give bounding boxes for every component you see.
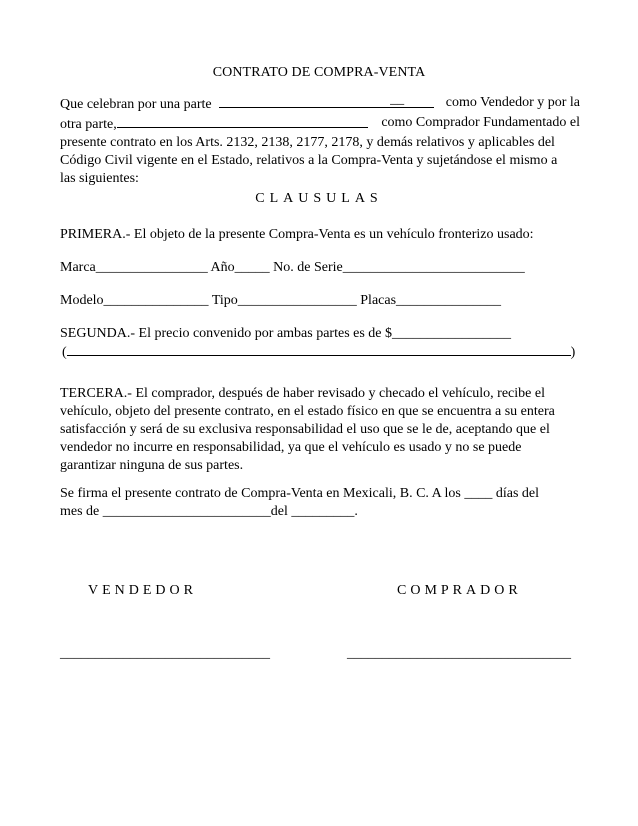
tercera-line-5: garantizar ninguna de sus partes. bbox=[60, 458, 244, 473]
tipo-field: Tipo_________________ bbox=[211, 293, 357, 308]
tercera-line-1: TERCERA.- El comprador, después de haber revisado y checado el vehículo, recibe el bbox=[60, 386, 545, 401]
signing-line-2: mes de ________________________del _________. bbox=[60, 504, 358, 519]
intro-line-3: presente contrato en los Arts. 2132, 2138, 2177, 2178, y demás relativos y aplicables del bbox=[60, 135, 555, 150]
intro-line-2-end: como Comprador Fundamentado el bbox=[381, 115, 580, 130]
clause-segunda: SEGUNDA.- El precio convenido por ambas partes es de $_________________ bbox=[60, 326, 512, 341]
price-paren-open: ( bbox=[62, 345, 67, 360]
clause-primera: PRIMERA.- El objeto de la presente Compra-Venta es un vehículo fronterizo usado: bbox=[60, 227, 534, 242]
anio-field: Año_____ bbox=[210, 260, 270, 275]
price-in-words-row bbox=[62, 342, 578, 362]
intro-line-1-start: Que celebran por una parte bbox=[60, 97, 212, 112]
vehicle-fields-row-2 bbox=[60, 292, 580, 310]
intro-line-4: Código Civil vigente en el Estado, relativos a la Compra-Venta y sujetándose el mismo a bbox=[60, 153, 558, 168]
intro-line-2-start: otra parte, bbox=[60, 117, 117, 132]
seller-name-blank bbox=[219, 94, 434, 108]
buyer-name-blank bbox=[117, 114, 368, 128]
intro-line-2 bbox=[60, 114, 580, 134]
signing-paragraph bbox=[60, 485, 580, 521]
price-in-words-blank bbox=[67, 342, 571, 356]
page-title: CONTRATO DE COMPRA-VENTA bbox=[212, 65, 426, 80]
tercera-line-2: vehículo, objeto del presente contrato, en el estado físico en que se encuentra a su entera bbox=[60, 404, 555, 419]
intro-line-1-end: como Vendedor y por la bbox=[445, 95, 580, 110]
placas-field: Placas_______________ bbox=[360, 293, 502, 308]
tercera-line-3: satisfacción y será de su exclusiva responsabilidad el uso que se le de, aceptando que el bbox=[60, 422, 550, 437]
vehicle-fields-row-1 bbox=[60, 259, 580, 277]
intro-paragraph bbox=[60, 94, 580, 188]
price-paren-close: ) bbox=[570, 345, 576, 360]
vendedor-signature-line: ______________________________ bbox=[60, 646, 270, 661]
tercera-line-4: vendedor no incurre en responsabilidad, ya que el vehículo es usado y no se puede bbox=[60, 440, 522, 455]
intro-line-1 bbox=[60, 94, 580, 114]
intro-line-5: las siguientes: bbox=[60, 171, 139, 186]
comprador-label: COMPRADOR bbox=[397, 583, 522, 598]
seller-blank-underscores: __ bbox=[390, 92, 405, 107]
signing-line-1: Se firma el presente contrato de Compra-Venta en Mexicali, B. C. A los ____ días del bbox=[60, 486, 539, 501]
modelo-field: Modelo_______________ bbox=[60, 293, 209, 308]
marca-field: Marca________________ bbox=[60, 260, 208, 275]
serie-field: No. de Serie__________________________ bbox=[273, 260, 525, 275]
vendedor-label: VENDEDOR bbox=[88, 583, 197, 598]
clausulas-heading: CLAUSULAS bbox=[255, 191, 383, 206]
clause-tercera bbox=[60, 385, 580, 475]
comprador-signature-line: ________________________________ bbox=[347, 646, 571, 661]
